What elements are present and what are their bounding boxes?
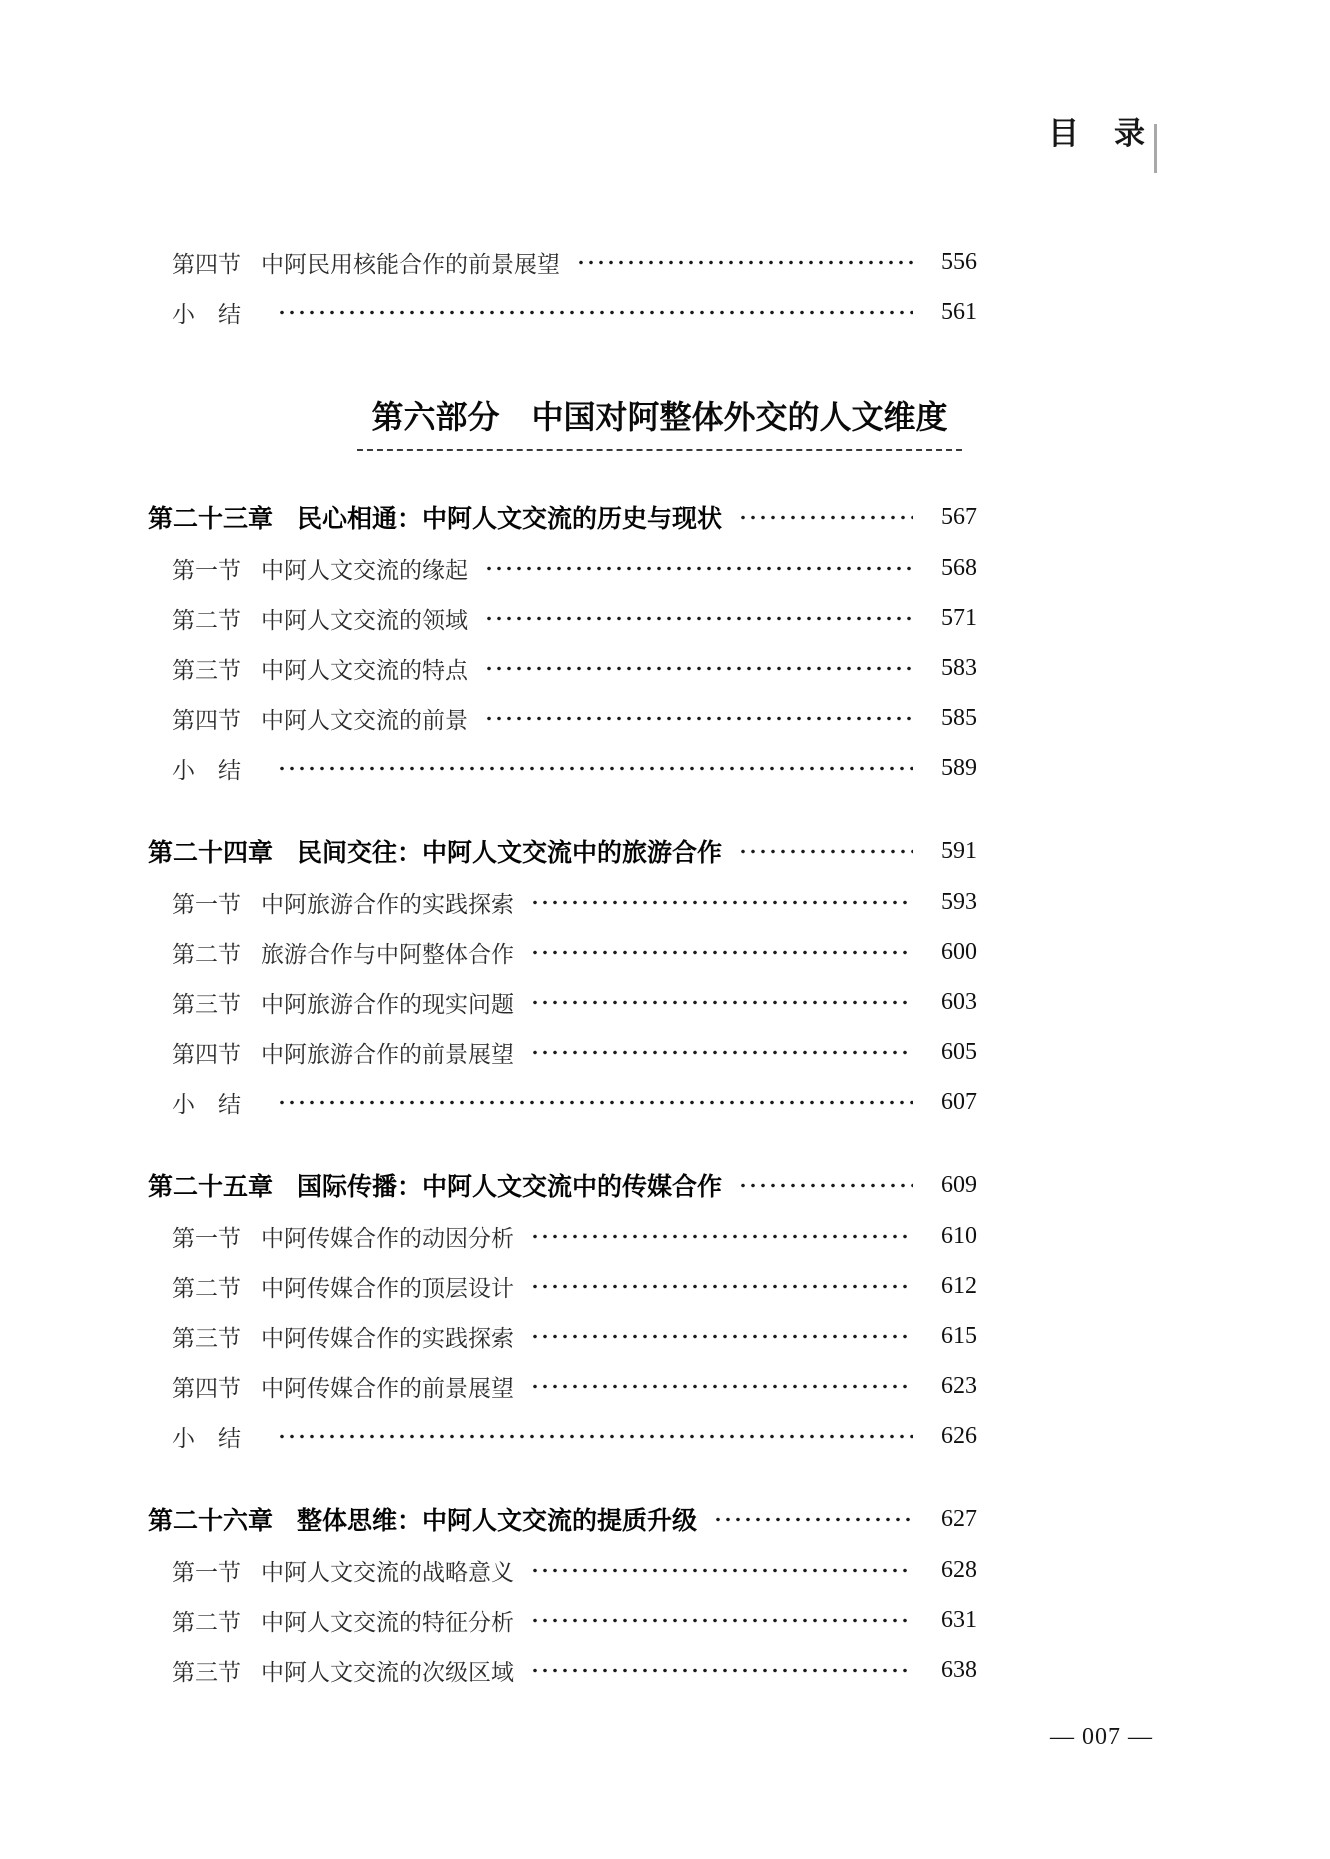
toc-entry-section[interactable] — [148, 593, 977, 643]
entry-label: 第四节 — [172, 250, 241, 277]
toc-entry-chapter[interactable] — [148, 1493, 977, 1545]
entry-label: 第三节 — [172, 656, 241, 683]
entry-page-number: 556 — [941, 248, 977, 275]
entry-title: 中阿人文交流的缘起 — [261, 556, 468, 583]
dot-leader — [530, 1383, 913, 1390]
toc-entry-section[interactable] — [148, 1211, 977, 1261]
toc-entry-section[interactable] — [148, 977, 977, 1027]
dot-leader — [530, 1567, 913, 1574]
dot-leader — [713, 1516, 913, 1523]
entry-page-number: 605 — [941, 1038, 977, 1065]
entry-label: 第一节 — [172, 556, 241, 583]
dot-leader — [530, 999, 913, 1006]
entry-label: 第三节 — [172, 1324, 241, 1351]
toc-entry-section[interactable] — [148, 1027, 977, 1077]
toc-entry-section[interactable] — [148, 1545, 977, 1595]
header-vertical-rule — [1154, 124, 1157, 173]
entry-page-number: 589 — [941, 754, 977, 781]
entry-title: 中阿人文交流的特点 — [261, 656, 468, 683]
page-footer-number: — 007 — — [1050, 1724, 1153, 1750]
entry-label: 小 结 — [172, 1090, 241, 1117]
entry-title: 中阿传媒合作的前景展望 — [261, 1374, 514, 1401]
chapter-title: 民间交往：中阿人文交流中的旅游合作 — [297, 839, 723, 867]
entry-title: 中阿人文交流的次级区域 — [261, 1658, 514, 1685]
entry-page-number: 585 — [941, 704, 977, 731]
toc-entry-section[interactable] — [148, 1645, 977, 1695]
page-header-title: 目 录 — [1048, 116, 1147, 151]
toc-entry-chapter[interactable] — [148, 825, 977, 877]
entry-label: 第一节 — [172, 890, 241, 917]
entry-label: 第四节 — [172, 1040, 241, 1067]
toc-entry-section[interactable] — [148, 693, 977, 743]
entry-page-number: 593 — [941, 888, 977, 915]
toc-entry-section[interactable] — [148, 877, 977, 927]
dot-leader — [484, 715, 913, 722]
toc-entry-section[interactable] — [148, 1261, 977, 1311]
entry-title: 中阿传媒合作的顶层设计 — [261, 1274, 514, 1301]
chapter-title: 整体思维：中阿人文交流的提质升级 — [297, 1507, 698, 1535]
entry-label: 小 结 — [172, 1424, 241, 1451]
entry-label: 第三节 — [172, 1658, 241, 1685]
dot-leader — [576, 259, 913, 266]
dot-leader — [277, 309, 913, 316]
dot-leader — [530, 899, 913, 906]
entry-page-number: 612 — [941, 1272, 977, 1299]
toc-entry-section[interactable] — [148, 1595, 977, 1645]
entry-label: 第一节 — [172, 1224, 241, 1251]
dot-leader — [277, 765, 913, 772]
entry-page-number: 626 — [941, 1422, 977, 1449]
dot-leader — [484, 615, 913, 622]
entry-title: 旅游合作与中阿整体合作 — [261, 940, 514, 967]
entry-page-number: 610 — [941, 1222, 977, 1249]
dot-leader — [530, 1617, 913, 1624]
entry-title: 中阿人文交流的特征分析 — [261, 1608, 514, 1635]
dot-leader — [277, 1099, 913, 1106]
entry-page-number: 623 — [941, 1372, 977, 1399]
toc-entry-summary[interactable] — [148, 1411, 977, 1461]
toc-entry-chapter[interactable] — [148, 1159, 977, 1211]
entry-label: 第三节 — [172, 990, 241, 1017]
entry-title: 中阿人文交流的前景 — [261, 706, 468, 733]
toc-entry-section[interactable] — [148, 1361, 977, 1411]
dot-leader — [530, 1283, 913, 1290]
entry-label: 第二节 — [172, 940, 241, 967]
toc-entry-section[interactable] — [148, 237, 977, 287]
entry-label: 小 结 — [172, 756, 241, 783]
entry-page-number: 571 — [941, 604, 977, 631]
toc-entry-section[interactable] — [148, 543, 977, 593]
toc-entry-chapter[interactable] — [148, 491, 977, 543]
entry-label: 第二节 — [172, 1608, 241, 1635]
part-divider — [245, 397, 1074, 451]
entry-page-number: 638 — [941, 1656, 977, 1683]
chapter-label: 第二十三章 — [148, 505, 274, 533]
entry-page-number: 627 — [941, 1505, 977, 1532]
toc-entry-summary[interactable] — [148, 287, 977, 337]
dot-leader — [530, 1333, 913, 1340]
dot-leader — [530, 1233, 913, 1240]
entry-title: 中阿人文交流的领域 — [261, 606, 468, 633]
chapter-label: 第二十六章 — [148, 1507, 274, 1535]
dot-leader — [530, 1667, 913, 1674]
entry-label: 第四节 — [172, 1374, 241, 1401]
entry-page-number: 603 — [941, 988, 977, 1015]
dot-leader — [277, 1433, 913, 1440]
toc-entry-section[interactable] — [148, 643, 977, 693]
entry-page-number: 628 — [941, 1556, 977, 1583]
entry-page-number: 568 — [941, 554, 977, 581]
toc-entry-section[interactable] — [148, 927, 977, 977]
table-of-contents — [148, 237, 977, 1695]
dot-leader — [738, 1182, 913, 1189]
entry-page-number: 561 — [941, 298, 977, 325]
entry-page-number: 615 — [941, 1322, 977, 1349]
entry-title: 中阿传媒合作的实践探索 — [261, 1324, 514, 1351]
dot-leader — [484, 665, 913, 672]
chapter-title: 国际传播：中阿人文交流中的传媒合作 — [297, 1173, 723, 1201]
entry-page-number: 583 — [941, 654, 977, 681]
entry-label: 第四节 — [172, 706, 241, 733]
entry-label: 第二节 — [172, 1274, 241, 1301]
dot-leader — [484, 565, 913, 572]
toc-entry-section[interactable] — [148, 1311, 977, 1361]
chapter-title: 民心相通：中阿人文交流的历史与现状 — [297, 505, 723, 533]
entry-page-number: 631 — [941, 1606, 977, 1633]
toc-entry-summary[interactable] — [148, 743, 977, 793]
dot-leader — [530, 1049, 913, 1056]
dot-leader — [738, 848, 913, 855]
dot-leader — [738, 514, 913, 521]
toc-entry-summary[interactable] — [148, 1077, 977, 1127]
entry-title: 中阿旅游合作的前景展望 — [261, 1040, 514, 1067]
entry-page-number: 609 — [941, 1171, 977, 1198]
chapter-label: 第二十五章 — [148, 1173, 274, 1201]
entry-title: 中阿旅游合作的实践探索 — [261, 890, 514, 917]
entry-page-number: 607 — [941, 1088, 977, 1115]
entry-page-number: 600 — [941, 938, 977, 965]
entry-page-number: 591 — [941, 837, 977, 864]
dot-leader — [530, 949, 913, 956]
part-title: 第六部分 中国对阿整体外交的人文维度 — [357, 397, 961, 451]
entry-title: 中阿人文交流的战略意义 — [261, 1558, 514, 1585]
entry-page-number: 567 — [941, 503, 977, 530]
entry-title: 中阿传媒合作的动因分析 — [261, 1224, 514, 1251]
entry-title: 中阿民用核能合作的前景展望 — [261, 250, 560, 277]
entry-title: 中阿旅游合作的现实问题 — [261, 990, 514, 1017]
chapter-label: 第二十四章 — [148, 839, 274, 867]
entry-label: 第二节 — [172, 606, 241, 633]
entry-label: 小 结 — [172, 300, 241, 327]
entry-label: 第一节 — [172, 1558, 241, 1585]
